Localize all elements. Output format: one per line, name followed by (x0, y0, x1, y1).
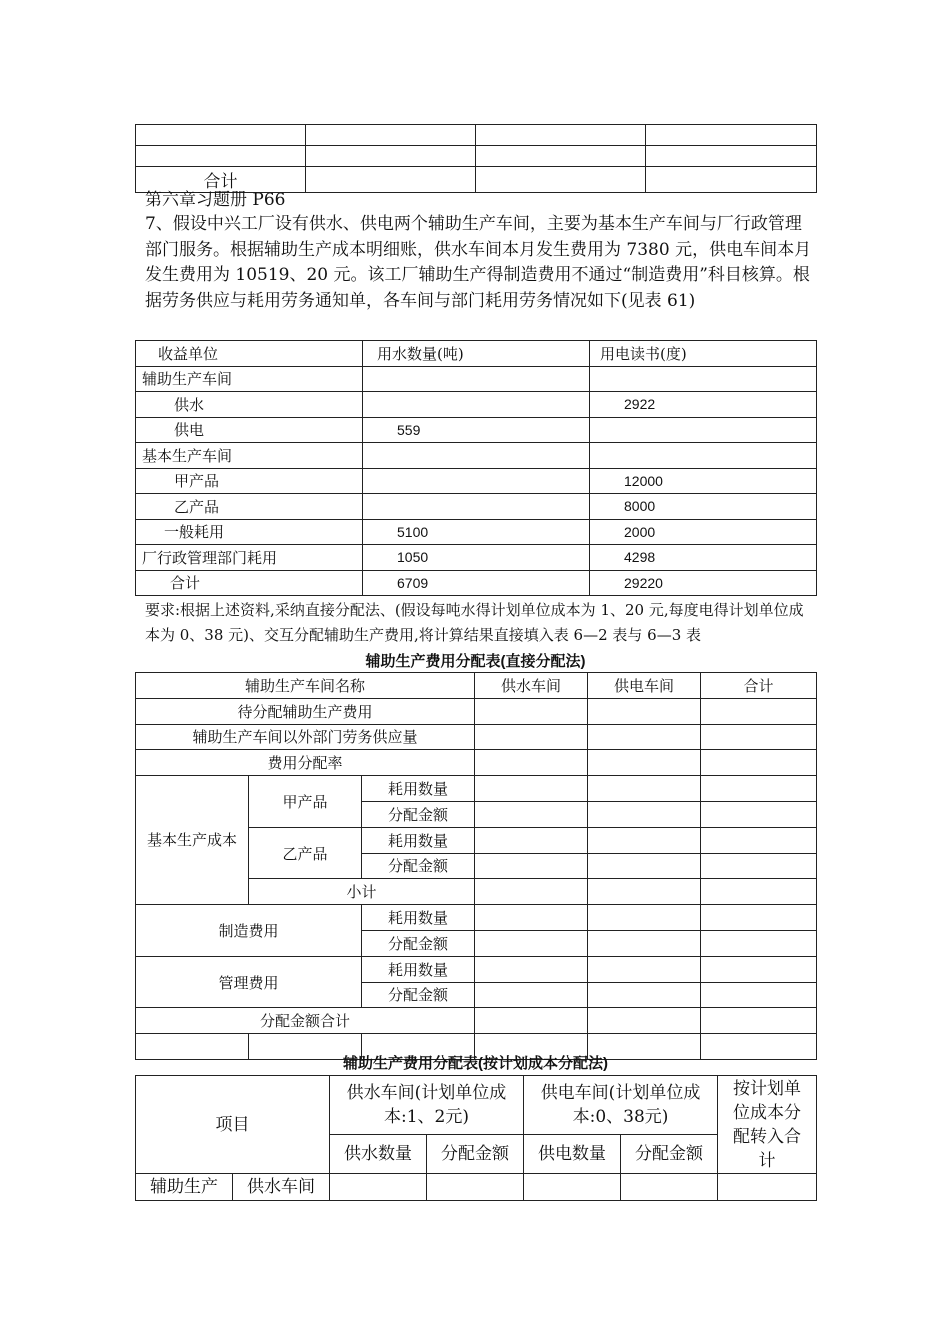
basic-cost-label: 基本生产成本 (136, 776, 249, 905)
table-row (136, 366, 817, 392)
col-header-power: 用电读书(度) (590, 341, 817, 367)
input-cell[interactable] (701, 853, 817, 879)
col-header-water: 用水数量(吨) (363, 341, 590, 367)
table-row (136, 468, 817, 494)
header-name-cell: 辅助生产车间名称 (136, 673, 475, 699)
water-value (363, 468, 590, 494)
row-label: 厂行政管理部门耗用 (136, 545, 363, 571)
input-cell[interactable] (475, 905, 588, 931)
input-cell[interactable] (701, 776, 817, 802)
input-cell[interactable] (701, 930, 817, 956)
table-row (136, 519, 817, 545)
input-cell[interactable] (330, 1174, 427, 1201)
table-row (136, 1174, 817, 1201)
table-row (136, 1076, 817, 1135)
power-value (590, 443, 817, 469)
table-row (136, 724, 817, 750)
usage-qty-label: 耗用数量 (362, 776, 475, 802)
water-value: 1050 (363, 545, 590, 571)
table-row (136, 1008, 817, 1034)
table-row (136, 417, 817, 443)
alloc-amount-label: 分配金额 (362, 801, 475, 827)
input-cell[interactable] (701, 982, 817, 1008)
row-label: 供电 (136, 417, 363, 443)
water-value (363, 366, 590, 392)
input-cell[interactable] (475, 982, 588, 1008)
col-header-water: 供水车间 (475, 673, 588, 699)
product-b-label: 乙产品 (249, 827, 362, 879)
power-value: 4298 (590, 545, 817, 571)
input-cell[interactable] (475, 698, 588, 724)
water-value (363, 443, 590, 469)
row-label: 辅助生产车间 (136, 366, 363, 392)
input-cell[interactable] (588, 724, 701, 750)
input-cell[interactable] (718, 1174, 817, 1201)
input-cell[interactable] (701, 879, 817, 905)
alloc-amount-label: 分配金额 (362, 930, 475, 956)
input-cell[interactable] (475, 827, 588, 853)
input-cell[interactable] (588, 776, 701, 802)
table-row (136, 545, 817, 571)
table-6-1 (135, 340, 817, 596)
input-cell[interactable] (588, 982, 701, 1008)
previous-table-fragment (135, 124, 817, 193)
total-label: 合计 (136, 167, 306, 193)
power-value: 8000 (590, 494, 817, 520)
input-cell[interactable] (475, 930, 588, 956)
plan-total-header: 按计划单位成本分配转入合计 (718, 1076, 817, 1174)
power-value: 12000 (590, 468, 817, 494)
col-header-total: 合计 (701, 673, 817, 699)
alloc-total-label: 分配金额合计 (136, 1008, 475, 1034)
product-a-label: 甲产品 (249, 776, 362, 828)
usage-qty-label: 耗用数量 (362, 905, 475, 931)
input-cell[interactable] (621, 1174, 718, 1201)
power-value (590, 417, 817, 443)
row-label: 一般耗用 (136, 519, 363, 545)
chapter-reference: 第六章习题册 P66 (145, 190, 286, 210)
col-header-unit: 收益单位 (136, 341, 363, 367)
input-cell[interactable] (701, 724, 817, 750)
admin-expense-label: 管理费用 (136, 956, 362, 1008)
power-value: 2922 (590, 392, 817, 418)
row-label: 乙产品 (136, 494, 363, 520)
problem-text: 7、假设中兴工厂设有供水、供电两个辅助生产车间，主要为基本生产车间与厂行政管理部门服务。根据辅助生产成本明细账，供水车间本月发生费用为 7380 元，供电车间本月发生费用为 10519、20 元。该工厂辅助生产得制造费用不通过“制造费用”科目核算。根据劳务供应与耗用劳务通知单，各车间与部门耗用劳务情况如下(见表 61) (145, 214, 812, 311)
input-cell[interactable] (701, 750, 817, 776)
water-value: 6709 (363, 570, 590, 596)
input-cell[interactable] (524, 1174, 621, 1201)
input-cell[interactable] (475, 956, 588, 982)
plan-allocation-table (135, 1075, 817, 1201)
plan-table-title: 辅助生产费用分配表(按计划成本分配法) (343, 1055, 608, 1072)
input-cell[interactable] (588, 956, 701, 982)
direct-allocation-table (135, 672, 817, 1060)
input-cell[interactable] (475, 853, 588, 879)
row-label: 费用分配率 (136, 750, 475, 776)
alloc-amount-header: 分配金额 (427, 1135, 524, 1174)
table-row (136, 956, 817, 982)
row-label: 基本生产车间 (136, 443, 363, 469)
row-label: 供水 (136, 392, 363, 418)
input-cell[interactable] (427, 1174, 524, 1201)
water-value (363, 392, 590, 418)
power-value: 29220 (590, 570, 817, 596)
input-cell[interactable] (475, 879, 588, 905)
water-value (363, 494, 590, 520)
table-row (136, 392, 817, 418)
input-cell[interactable] (588, 750, 701, 776)
row-label: 甲产品 (136, 468, 363, 494)
alloc-amount-header: 分配金额 (621, 1135, 718, 1174)
power-qty-header: 供电数量 (524, 1135, 621, 1174)
alloc-amount-label: 分配金额 (362, 982, 475, 1008)
input-cell[interactable] (588, 905, 701, 931)
power-value: 2000 (590, 519, 817, 545)
input-cell[interactable] (701, 956, 817, 982)
power-value (590, 366, 817, 392)
input-cell[interactable] (588, 698, 701, 724)
table-row (136, 673, 817, 699)
mfg-overhead-label: 制造费用 (136, 905, 362, 957)
water-workshop-header: 供水车间(计划单位成本:1、2元) (330, 1076, 524, 1135)
table-row (136, 443, 817, 469)
table-row (136, 494, 817, 520)
input-cell[interactable] (475, 1008, 588, 1034)
alloc-amount-label: 分配金额 (362, 853, 475, 879)
row-label: 待分配辅助生产费用 (136, 698, 475, 724)
requirement-text: 要求:根据上述资料,采纳直接分配法、(假设每吨水得计划单位成本为 1、20 元,每度电得计划单位成本为 0、38 元)、交互分配辅助生产费用,将计算结果直接填入表 6—2 表与 6—3 表 (145, 601, 804, 644)
water-row-label: 供水车间 (233, 1174, 330, 1201)
input-cell[interactable] (701, 827, 817, 853)
row-label: 合计 (136, 570, 363, 596)
input-cell[interactable] (588, 1008, 701, 1034)
table-row (136, 698, 817, 724)
row-label: 辅助生产车间以外部门劳务供应量 (136, 724, 475, 750)
input-cell[interactable] (588, 879, 701, 905)
water-value: 559 (363, 417, 590, 443)
input-cell[interactable] (475, 776, 588, 802)
input-cell[interactable] (475, 801, 588, 827)
water-qty-header: 供水数量 (330, 1135, 427, 1174)
table-row (136, 905, 817, 931)
power-workshop-header: 供电车间(计划单位成本:0、38元) (524, 1076, 718, 1135)
input-cell[interactable] (588, 827, 701, 853)
usage-qty-label: 耗用数量 (362, 956, 475, 982)
input-cell[interactable] (588, 853, 701, 879)
water-value: 5100 (363, 519, 590, 545)
direct-table-title: 辅助生产费用分配表(直接分配法) (365, 653, 586, 670)
table-row (136, 570, 817, 596)
aux-production-label: 辅助生产 (136, 1174, 233, 1201)
input-cell[interactable] (701, 698, 817, 724)
input-cell[interactable] (588, 801, 701, 827)
input-cell[interactable] (588, 930, 701, 956)
input-cell[interactable] (701, 1008, 817, 1034)
table-row (136, 776, 817, 802)
subtotal-label: 小计 (249, 879, 475, 905)
input-cell[interactable] (475, 724, 588, 750)
item-header: 项目 (136, 1076, 330, 1174)
usage-qty-label: 耗用数量 (362, 827, 475, 853)
input-cell[interactable] (701, 905, 817, 931)
table-row (136, 750, 817, 776)
table-header-row (136, 341, 817, 367)
input-cell[interactable] (701, 801, 817, 827)
input-cell[interactable] (475, 750, 588, 776)
col-header-power: 供电车间 (588, 673, 701, 699)
